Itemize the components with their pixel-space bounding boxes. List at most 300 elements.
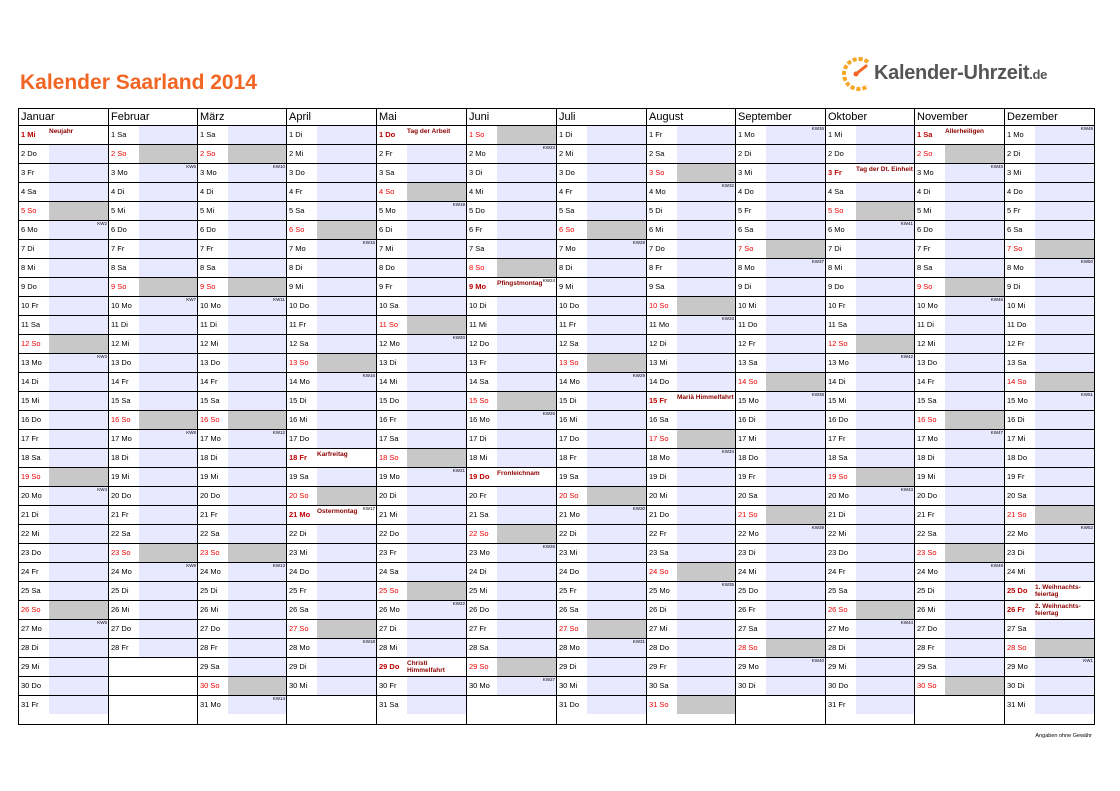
day-cell [109,126,197,145]
empty-cell [109,696,197,715]
day-label: 13 Fr [469,358,487,367]
day-fill [407,620,466,638]
day-cell [915,259,1004,278]
day-cell [198,430,286,449]
day-fill [139,373,197,391]
day-fill [766,468,825,486]
day-cell [287,221,376,240]
day-label: 1 Mi [828,130,843,139]
day-label: 12 Mi [111,339,130,348]
empty-cell [915,696,1004,715]
day-cell [1005,468,1094,487]
day-label: 14 So [738,377,758,386]
day-label: 26 Sa [559,605,579,614]
day-label: 28 Fr [111,643,129,652]
day-fill [766,449,825,467]
day-fill [856,278,914,296]
week-number: KW4 [97,487,107,492]
day-cell [467,658,556,677]
day-fill [677,658,735,676]
day-fill [1035,202,1094,220]
day-label: 5 Mi [917,206,932,215]
day-fill [139,544,197,562]
day-label: 8 Fr [649,263,663,272]
day-fill [497,183,556,201]
day-label: 12 Fr [738,339,756,348]
day-fill [228,183,286,201]
day-fill [945,487,1004,505]
day-cell [647,582,735,601]
holiday-name: Tag der Arbeit [407,128,451,135]
day-fill [1035,487,1094,505]
day-fill [677,373,735,391]
day-label: 21 Mi [379,510,398,519]
day-fill [317,392,376,410]
day-cell [109,373,197,392]
day-label: 9 Fr [379,282,393,291]
day-fill [587,601,646,619]
day-cell [377,240,466,259]
day-fill [766,354,825,372]
day-fill [677,601,735,619]
day-label: 29 Mi [828,662,847,671]
day-label: 19 Fr [738,472,756,481]
day-cell [915,335,1004,354]
day-label: 7 Fr [111,244,125,253]
day-cell [377,544,466,563]
day-cell [198,183,286,202]
week-number: KW46 [990,297,1003,302]
day-cell [287,145,376,164]
day-fill [587,354,646,372]
day-fill [945,506,1004,524]
day-label: 10 Sa [379,301,399,310]
day-cell [736,677,825,696]
day-cell [557,677,646,696]
day-fill [497,620,556,638]
day-fill [49,411,108,429]
day-fill [497,582,556,600]
logo[interactable] [838,52,1078,96]
day-cell [647,430,735,449]
day-label: 16 Sa [649,415,669,424]
day-cell [557,145,646,164]
day-label: 28 So [1007,643,1027,652]
day-fill [945,259,1004,277]
day-fill [587,411,646,429]
day-label: 7 Fr [200,244,214,253]
day-cell [467,145,556,164]
day-cell [198,506,286,525]
day-cell [377,487,466,506]
day-cell [647,506,735,525]
day-cell [1005,392,1094,411]
day-label: 5 Mi [200,206,215,215]
day-cell [736,221,825,240]
day-cell [557,297,646,316]
day-cell [198,544,286,563]
month-column [556,109,646,724]
day-fill [1035,677,1094,695]
day-cell [377,449,466,468]
day-label: 12 Mi [917,339,936,348]
week-number: KW24 [542,278,555,283]
day-label: 5 Sa [559,206,575,215]
day-fill [766,278,825,296]
day-label: 17 Mo [200,434,221,443]
day-cell [467,126,556,145]
day-cell [915,525,1004,544]
day-fill [1035,449,1094,467]
day-cell [198,373,286,392]
day-label: 1 Do [379,130,396,139]
day-cell [287,297,376,316]
day-label: 6 Mo [21,225,38,234]
day-fill [497,164,556,182]
day-cell [19,164,108,183]
day-fill [407,430,466,448]
day-label: 23 So [200,548,220,557]
day-fill [1035,316,1094,334]
day-label: 30 Sa [649,681,669,690]
day-label: 6 So [559,225,575,234]
day-cell [467,563,556,582]
day-cell [915,601,1004,620]
day-cell [557,449,646,468]
day-fill [945,525,1004,543]
day-fill [856,658,914,676]
day-label: 21 Fr [917,510,935,519]
clock-icon [838,52,874,96]
day-cell [1005,696,1094,715]
day-cell [19,259,108,278]
day-cell [915,449,1004,468]
day-label: 22 Sa [917,529,937,538]
day-fill [317,430,376,448]
week-number: KW27 [542,677,555,682]
month-header: September [736,109,825,126]
day-label: 20 Do [200,491,221,500]
day-fill [766,544,825,562]
day-label: 27 So [289,624,309,633]
day-fill [856,506,914,524]
day-cell [467,525,556,544]
day-cell [1005,506,1094,525]
day-cell [109,601,197,620]
day-label: 31 Mo [200,700,221,709]
day-label: 15 Mi [21,396,40,405]
day-fill [945,658,1004,676]
day-label: 5 Di [649,206,663,215]
day-cell [467,677,556,696]
day-cell [19,696,108,715]
day-cell [287,202,376,221]
day-fill [139,620,197,638]
day-cell [1005,449,1094,468]
day-label: 20 Mo [828,491,849,500]
day-fill [766,335,825,353]
day-fill [228,677,286,695]
day-cell [826,677,914,696]
day-fill [587,392,646,410]
day-label: 6 Do [200,225,216,234]
day-label: 4 Di [111,187,125,196]
day-label: 13 Sa [1007,358,1027,367]
day-label: 30 Di [1007,681,1025,690]
day-label: 24 Mo [917,567,938,576]
day-fill [1035,696,1094,714]
day-cell [647,126,735,145]
day-label: 29 Mo [738,662,759,671]
week-number: KW48 [990,563,1003,568]
day-fill [228,126,286,144]
day-fill [856,335,914,353]
day-label: 25 Do [1007,586,1028,595]
day-label: 9 Mo [469,282,487,291]
day-label: 13 Mo [21,358,42,367]
day-fill [497,221,556,239]
day-label: 24 Mi [738,567,757,576]
day-cell [1005,335,1094,354]
day-fill [677,506,735,524]
day-label: 1 Di [559,130,573,139]
day-fill [677,202,735,220]
day-cell [109,183,197,202]
day-cell [736,164,825,183]
day-cell [377,373,466,392]
day-cell [109,392,197,411]
day-fill [677,620,735,638]
day-fill [766,677,825,695]
day-label: 19 Fr [1007,472,1025,481]
day-cell [915,145,1004,164]
day-label: 27 Mo [21,624,42,633]
day-fill [317,297,376,315]
day-fill [677,221,735,239]
day-cell [198,221,286,240]
year-calendar-grid [18,108,1095,725]
day-cell [736,639,825,658]
day-cell [19,677,108,696]
day-fill [317,582,376,600]
day-label: 20 Sa [1007,491,1027,500]
day-fill [587,278,646,296]
day-fill [407,487,466,505]
day-fill [407,506,466,524]
day-label: 6 Sa [738,225,754,234]
day-fill [407,145,466,163]
day-label: 1 Sa [111,130,127,139]
day-label: 21 Fr [111,510,129,519]
day-label: 17 Do [289,434,310,443]
day-fill [677,240,735,258]
day-cell [109,145,197,164]
day-label: 12 Mi [200,339,219,348]
day-cell [287,259,376,278]
day-label: 17 Mi [738,434,757,443]
day-cell [826,392,914,411]
day-fill [856,449,914,467]
day-label: 27 Di [379,624,397,633]
day-fill [677,525,735,543]
month-header: Juni [467,109,556,126]
day-fill [49,582,108,600]
day-cell [826,582,914,601]
day-label: 20 Fr [469,491,487,500]
day-label: 19 Do [469,472,490,481]
day-fill [677,487,735,505]
day-label: 1 Fr [649,130,663,139]
day-label: 4 Fr [559,187,573,196]
day-cell [467,392,556,411]
day-cell [1005,354,1094,373]
day-fill [677,639,735,657]
day-cell [915,430,1004,449]
day-cell [19,468,108,487]
day-cell [647,639,735,658]
day-cell [287,563,376,582]
day-fill [228,259,286,277]
day-fill [497,126,556,144]
day-cell [915,506,1004,525]
day-cell [19,430,108,449]
day-fill [228,582,286,600]
day-cell [198,677,286,696]
day-fill [317,278,376,296]
day-label: 14 Fr [200,377,218,386]
day-fill [139,145,197,163]
day-label: 26 Mi [111,605,130,614]
day-label: 12 Di [649,339,667,348]
day-fill [766,202,825,220]
day-fill [407,297,466,315]
day-cell [1005,221,1094,240]
day-label: 9 Di [738,282,752,291]
day-cell [557,240,646,259]
day-fill [317,202,376,220]
day-label: 26 Fr [1007,605,1025,614]
holiday-name: Tag der Dt. Einheit [856,166,913,173]
day-label: 10 Di [469,301,487,310]
day-cell [647,297,735,316]
day-cell [1005,316,1094,335]
day-fill [766,183,825,201]
day-label: 25 Fr [559,586,577,595]
day-label: 9 Do [21,282,37,291]
day-label: 17 So [649,434,669,443]
day-label: 19 Sa [289,472,309,481]
day-label: 8 Sa [200,263,216,272]
week-number: KW30 [632,506,645,511]
day-fill [228,449,286,467]
day-fill [587,696,646,714]
day-cell [736,620,825,639]
day-label: 30 Mi [559,681,578,690]
day-label: 1 Mo [1007,130,1024,139]
day-cell [467,487,556,506]
week-number: KW51 [1080,392,1093,397]
day-label: 26 Do [469,605,490,614]
day-cell [1005,202,1094,221]
day-label: 4 Do [738,187,754,196]
day-fill [677,468,735,486]
day-fill [587,658,646,676]
day-cell [198,639,286,658]
day-fill [497,449,556,467]
day-cell [557,259,646,278]
day-cell [467,164,556,183]
day-cell [736,297,825,316]
day-cell [1005,411,1094,430]
day-label: 5 Sa [289,206,305,215]
day-fill [945,449,1004,467]
day-label: 22 Mi [828,529,847,538]
day-label: 21 So [738,510,758,519]
day-fill [497,639,556,657]
day-label: 20 Mo [21,491,42,500]
week-number: KW23 [542,145,555,150]
day-label: 15 Sa [917,396,937,405]
day-cell [647,278,735,297]
day-cell [287,354,376,373]
day-cell [736,354,825,373]
month-column [1004,109,1094,724]
day-label: 7 Mi [379,244,394,253]
week-number: KW38 [811,392,824,397]
day-cell [19,202,108,221]
day-label: 1 Mi [21,130,36,139]
day-fill [945,316,1004,334]
day-label: 14 Di [828,377,846,386]
day-fill [317,354,376,372]
day-cell [915,620,1004,639]
day-fill [317,658,376,676]
day-label: 12 Mo [379,339,400,348]
day-fill [945,145,1004,163]
day-fill [139,126,197,144]
day-fill [677,411,735,429]
day-fill [497,259,556,277]
day-cell [1005,240,1094,259]
day-fill [49,639,108,657]
day-cell [377,658,466,677]
day-fill [139,316,197,334]
day-cell [736,449,825,468]
day-cell [287,487,376,506]
day-fill [856,183,914,201]
day-label: 8 Mo [738,263,755,272]
day-fill [49,202,108,220]
month-column [914,109,1004,724]
day-label: 15 Do [379,396,400,405]
day-fill [766,240,825,258]
day-label: 2 Mi [289,149,304,158]
day-label: 18 Fr [289,453,307,462]
day-cell [557,544,646,563]
day-fill [228,487,286,505]
day-label: 30 Fr [379,681,397,690]
day-cell [915,582,1004,601]
day-fill [945,468,1004,486]
day-cell [647,563,735,582]
day-cell [287,468,376,487]
month-column [825,109,914,724]
day-cell [198,316,286,335]
day-cell [109,468,197,487]
day-cell [467,506,556,525]
day-label: 17 Mo [917,434,938,443]
day-fill [139,468,197,486]
